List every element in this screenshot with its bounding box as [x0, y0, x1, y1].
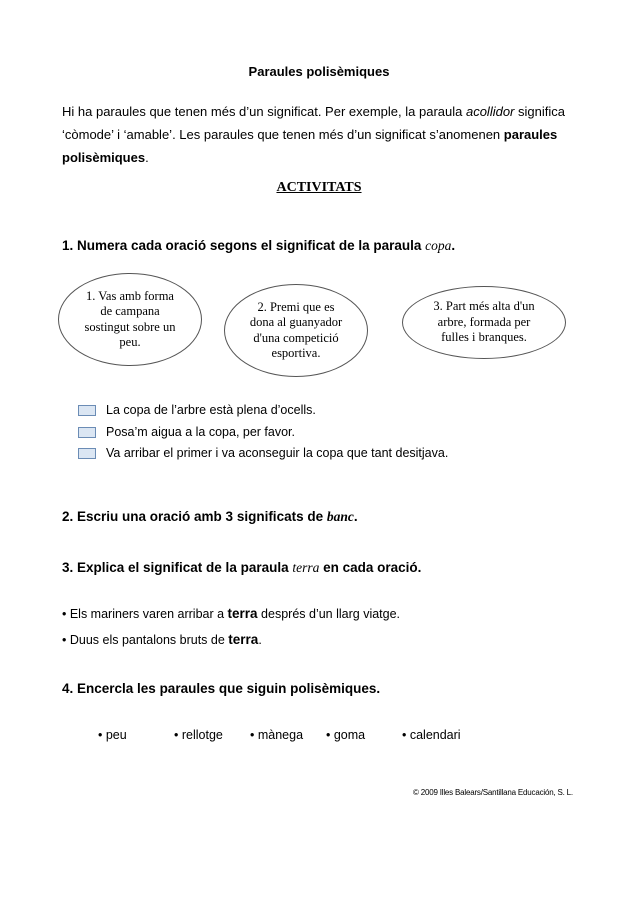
word-calendari[interactable]: • calendari [402, 728, 461, 742]
meaning-oval-2 [224, 284, 368, 377]
activitats-heading: ACTIVITATS [276, 180, 362, 195]
intro-example-word: acollidor [465, 104, 515, 119]
question-4-text: 4. Encercla les paraules que siguin polisèmiques. [62, 681, 381, 696]
terra-sentence-1-before: • Els mariners varen arribar a [62, 607, 228, 621]
word-manega[interactable]: • mànega [250, 728, 304, 742]
sentence-row-1 [78, 403, 316, 417]
terra-sentence-1-word: terra [227, 606, 258, 621]
sentence-row-3 [78, 446, 448, 460]
meaning-2-text: 2. Premi que es dona al guanyador d'una competició esportiva. [249, 299, 343, 360]
meaning-3-text: 3. Part més alta d'un arbre, formada per fulles i branques. [433, 299, 535, 345]
question-1-text: 1. Numera cada oració segons el significat de la paraula [62, 238, 426, 253]
sentence-1-text: La copa de l’arbre està plena d’ocells. [106, 403, 316, 417]
word-goma[interactable]: • goma [326, 728, 366, 742]
copyright-notice: © 2009 Illes Balears/Santillana Educación, S. L. [413, 788, 573, 797]
question-1-word: copa [425, 238, 452, 253]
number-input-box-3[interactable] [78, 448, 96, 459]
terra-sentence-2-before: • Duus els pantalons bruts de [62, 633, 229, 647]
sentence-3-text: Va arribar el primer i va aconseguir la copa que tant desitjava. [106, 446, 449, 460]
terra-sentence-1-after: després d’un llarg viatge. [257, 607, 401, 621]
question-3-end: en cada oració. [319, 560, 422, 575]
question-2-end: . [353, 509, 358, 524]
terra-sentence-1 [62, 606, 400, 621]
intro-text-1: Hi ha paraules que tenen més d’un significat. Per exemple, la paraula [62, 104, 466, 119]
word-peu[interactable]: • peu [98, 728, 127, 742]
number-input-box-2[interactable] [78, 427, 96, 438]
question-1-end: . [451, 238, 456, 253]
terra-sentence-2 [62, 632, 262, 647]
question-2-word: banc [326, 509, 354, 524]
intro-text-2: significa ‘còmode’ i ‘amable’. Les paraules que tenen més d’un significat s’anomenen [62, 104, 565, 142]
number-input-box-1[interactable] [78, 405, 96, 416]
question-1 [62, 238, 455, 254]
intro-text-3: . [145, 150, 149, 165]
page-title: Paraules polisèmiques [248, 64, 390, 79]
meaning-oval-1 [58, 273, 202, 366]
question-3-text: 3. Explica el significat de la paraula [62, 560, 293, 575]
question-3-word: terra [292, 560, 320, 575]
word-rellotge[interactable]: • rellotge [174, 728, 223, 742]
sentence-2-text: Posa’m aigua a la copa, per favor. [106, 425, 296, 439]
sentence-row-2 [78, 425, 295, 439]
question-2-text: 2. Escriu una oració amb 3 significats de [62, 509, 327, 524]
question-4 [62, 681, 380, 696]
intro-term: paraules polisèmiques [62, 127, 558, 165]
meaning-oval-3 [402, 286, 566, 359]
intro-paragraph [62, 100, 582, 169]
terra-sentence-2-after: . [258, 633, 262, 647]
terra-sentence-2-word: terra [228, 632, 259, 647]
meaning-1-text: 1. Vas amb forma de campana sostingut sobre un peu. [84, 288, 176, 349]
question-3 [62, 560, 421, 576]
question-2 [62, 509, 358, 525]
